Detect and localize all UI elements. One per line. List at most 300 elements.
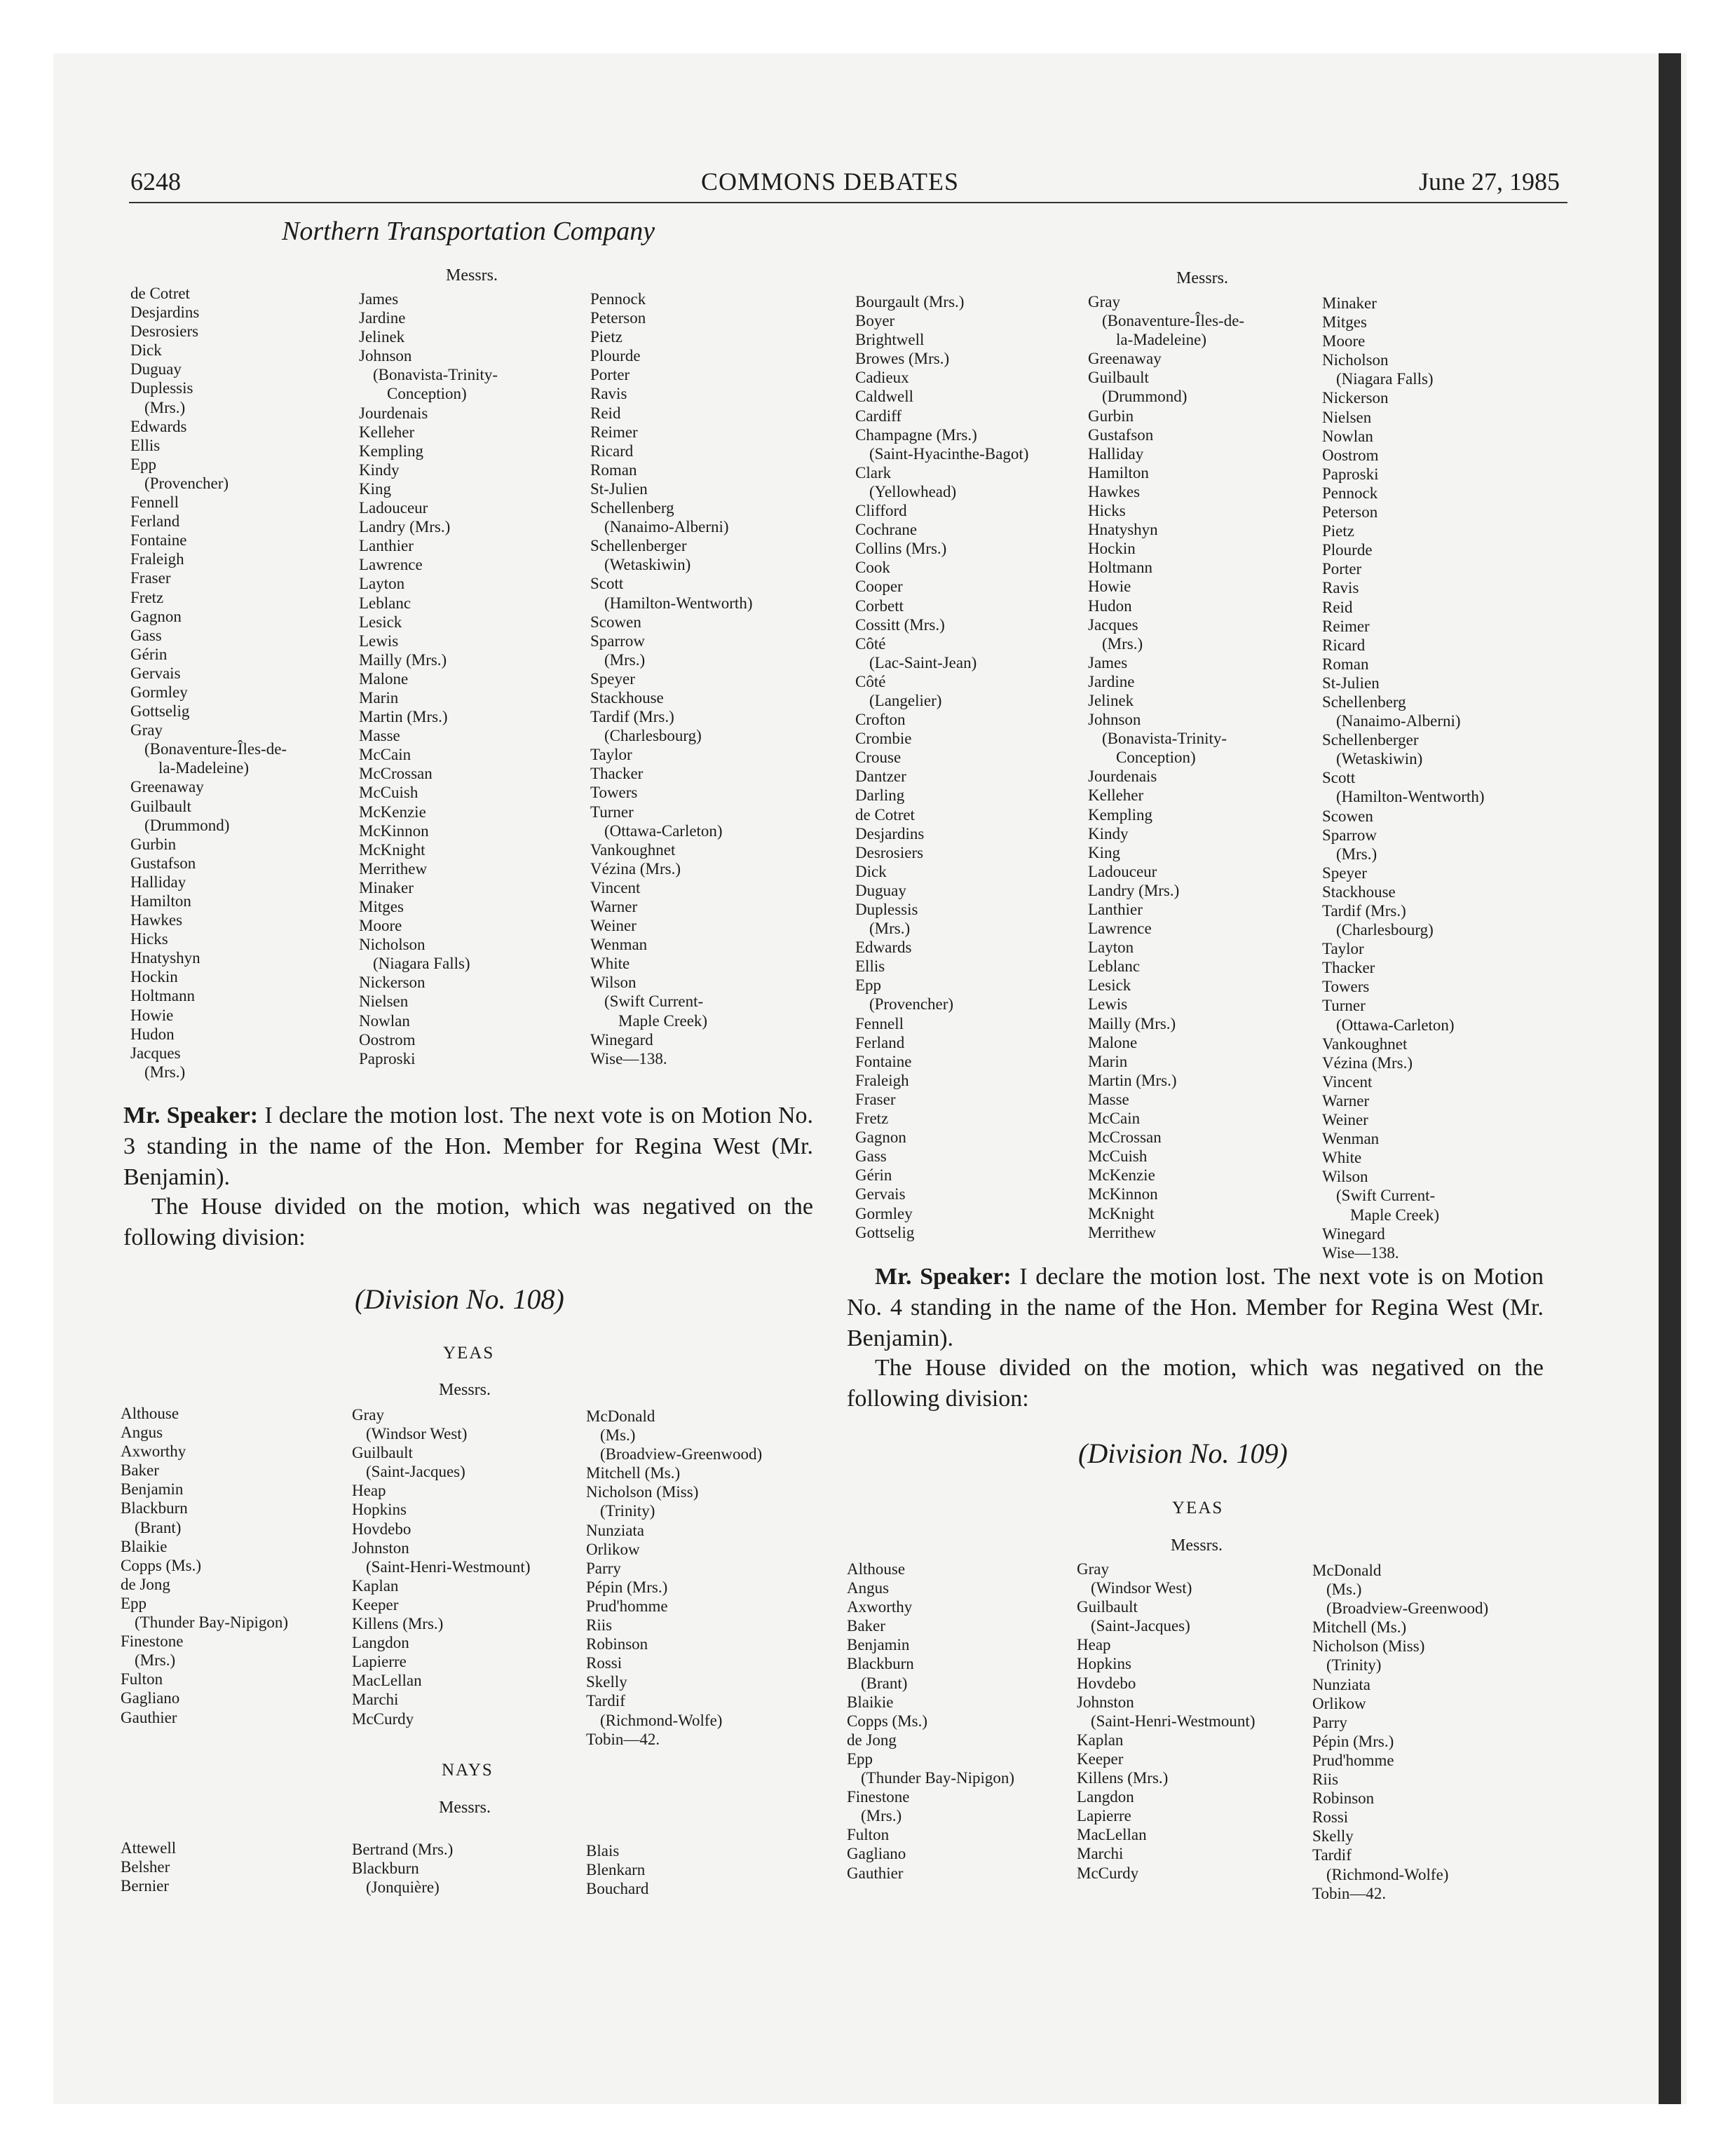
member-name: Althouse: [121, 1405, 179, 1422]
member-name: Paproski: [359, 1049, 416, 1067]
member-name: Marin: [1088, 1052, 1128, 1070]
member-name: Hockin: [130, 968, 178, 986]
member-name: Nowlan: [1322, 427, 1373, 445]
member-name: Gustafson: [1088, 425, 1154, 444]
member-name: Ravis: [590, 385, 627, 403]
member-name: (Saint-Henri-Westmount): [366, 1557, 531, 1576]
member-name: Copps (Ms.): [121, 1556, 202, 1574]
member-name: Vézina (Mrs.): [590, 859, 681, 878]
member-name: (Bonavista-Trinity-: [1102, 730, 1227, 748]
member-name: Kempling: [1088, 805, 1152, 824]
member-name: Desrosiers: [855, 843, 924, 861]
member-name: Scowen: [590, 613, 641, 631]
member-name: Conception): [387, 385, 467, 403]
member-name: Collins (Mrs.): [855, 540, 947, 558]
member-name: Kelleher: [1088, 786, 1144, 805]
member-name: Jourdenais: [359, 404, 428, 422]
member-name: (Saint-Jacques): [366, 1463, 465, 1481]
member-name: Bouchard: [586, 1880, 649, 1898]
member-name: Angus: [121, 1424, 163, 1442]
member-name: Masse: [359, 727, 400, 745]
member-name: McCrossan: [359, 765, 433, 783]
member-name: Schellenberg: [590, 499, 674, 517]
member-name: (Charlesbourg): [1336, 921, 1434, 939]
name-list: [352, 1405, 530, 1728]
member-name: Blaikie: [847, 1693, 894, 1711]
member-name: MacLellan: [1077, 1826, 1147, 1844]
member-name: James: [359, 290, 399, 308]
member-name: Schellenberger: [1322, 731, 1419, 749]
member-name: McCurdy: [352, 1710, 414, 1728]
member-name: Landry (Mrs.): [359, 518, 451, 536]
member-name: Nowlan: [359, 1011, 410, 1030]
member-name: Malone: [1088, 1033, 1138, 1051]
member-name: Speyer: [590, 669, 635, 688]
member-name: Hockin: [1088, 540, 1136, 558]
member-name: Nicholson (Miss): [1312, 1637, 1425, 1656]
member-name: Johnston: [352, 1538, 409, 1557]
member-name: Epp: [121, 1594, 147, 1612]
member-name: (Broadview-Greenwood): [1326, 1599, 1489, 1618]
member-name: Browes (Mrs.): [855, 350, 950, 368]
member-name: (Mrs.): [144, 1063, 186, 1081]
member-name: Pietz: [1322, 522, 1354, 540]
member-name: Ellis: [855, 957, 885, 976]
member-name: Mitchell (Ms.): [1312, 1618, 1407, 1637]
member-name: Gray: [352, 1406, 384, 1424]
member-name: Robinson: [586, 1635, 648, 1653]
name-list: [352, 1840, 453, 1897]
member-name: de Cotret: [130, 285, 190, 302]
member-name: (Trinity): [600, 1502, 655, 1520]
member-name: Fraser: [130, 569, 171, 587]
member-name: Bourgault (Mrs.): [855, 293, 965, 311]
member-name: Martin (Mrs.): [1088, 1071, 1177, 1089]
member-name: Ricard: [590, 442, 634, 460]
member-name: Stackhouse: [590, 688, 664, 707]
member-name: Heap: [352, 1482, 386, 1500]
member-name: Winegard: [590, 1030, 653, 1049]
member-name: Roman: [1322, 655, 1369, 673]
member-name: King: [359, 479, 391, 498]
member-name: Fontaine: [130, 531, 187, 550]
member-name: Jelinek: [359, 328, 405, 346]
member-name: Jardine: [1088, 672, 1135, 690]
member-name: Edwards: [130, 417, 187, 435]
member-name: Gervais: [855, 1185, 906, 1203]
member-name: King: [1088, 843, 1120, 861]
member-name: Nicholson (Miss): [586, 1483, 699, 1501]
member-name: Ferland: [130, 512, 180, 531]
member-name: Brightwell: [855, 331, 925, 349]
member-name: Wilson: [1322, 1168, 1368, 1186]
member-name: Dick: [130, 341, 162, 360]
member-name: (Bonaventure-Îles-de-: [1102, 312, 1245, 330]
member-name: (Mrs.): [135, 1651, 176, 1670]
member-name: Lewis: [359, 632, 399, 650]
speaker-paragraph: [123, 1100, 813, 1193]
member-name: Gagnon: [130, 607, 182, 625]
member-name: Scowen: [1322, 807, 1373, 825]
member-name: Rossi: [586, 1654, 622, 1672]
member-name: Guilbault: [1088, 369, 1149, 387]
member-name: Desjardins: [130, 303, 200, 322]
member-name: Holtmann: [130, 987, 195, 1005]
member-name: Kempling: [359, 442, 423, 460]
member-name: Kelleher: [359, 423, 415, 441]
member-name: Dick: [855, 862, 887, 880]
member-name: (Bonaventure-Îles-de-: [144, 740, 287, 758]
member-name: Nunziata: [586, 1521, 645, 1539]
member-name: Dantzer: [855, 767, 906, 786]
member-name: Mitchell (Ms.): [586, 1464, 681, 1482]
member-name: Hicks: [130, 930, 168, 948]
messrs-label: Messrs.: [439, 1799, 491, 1817]
member-name: Keeper: [352, 1595, 399, 1613]
member-name: Tardif (Mrs.): [1322, 902, 1406, 920]
member-name: Lapierre: [1077, 1807, 1131, 1825]
member-name: Scott: [1322, 769, 1356, 787]
member-name: Nicholson: [1322, 351, 1389, 369]
member-name: (Ms.): [600, 1426, 636, 1445]
section-heading: Northern Transportation Company: [282, 217, 655, 246]
member-name: Epp: [130, 455, 157, 473]
member-name: Blackburn: [847, 1655, 914, 1673]
member-name: Vincent: [1322, 1072, 1373, 1091]
member-name: Tardif: [586, 1692, 625, 1710]
member-name: Gottselig: [130, 702, 190, 721]
member-name: Tardif: [1312, 1846, 1352, 1864]
member-name: de Jong: [121, 1575, 170, 1593]
member-name: McKnight: [1088, 1204, 1155, 1222]
member-name: Copps (Ms.): [847, 1712, 928, 1730]
member-name: Weiner: [590, 917, 637, 935]
member-name: Lapierre: [352, 1653, 407, 1671]
member-name: Marchi: [1077, 1845, 1124, 1863]
yeas-label: YEAS: [443, 1344, 495, 1363]
member-name: Jacques: [1088, 615, 1138, 634]
member-name: Benjamin: [121, 1480, 184, 1499]
member-name: (Mrs.): [1102, 634, 1143, 653]
member-name: Tobin—42.: [586, 1730, 660, 1748]
member-name: Holtmann: [1088, 559, 1152, 577]
member-name: Nunziata: [1312, 1675, 1371, 1693]
member-name: Ricard: [1322, 636, 1366, 654]
member-name: MacLellan: [352, 1672, 422, 1690]
member-name: Masse: [1088, 1090, 1129, 1108]
member-name: Lewis: [1088, 995, 1128, 1014]
member-name: Gray: [1077, 1560, 1109, 1578]
member-name: Moore: [359, 917, 402, 935]
member-name: Greenaway: [1088, 350, 1162, 368]
member-name: Landry (Mrs.): [1088, 881, 1180, 899]
member-name: Johnson: [359, 347, 412, 365]
name-list: [1322, 294, 1484, 1262]
messrs-label: Messrs.: [1171, 1536, 1223, 1555]
member-name: Corbett: [855, 596, 904, 615]
member-name: (Yellowhead): [869, 482, 957, 500]
member-name: Côté: [855, 672, 886, 690]
member-name: Hnatyshyn: [130, 949, 200, 967]
member-name: Jardine: [359, 309, 406, 327]
member-name: Ellis: [130, 436, 161, 454]
house-divided-text: The House divided on the motion, which was negatived on the following division:: [123, 1194, 813, 1250]
member-name: Oostrom: [359, 1030, 416, 1049]
speaker-paragraph: [847, 1262, 1544, 1354]
name-list: [847, 1560, 1014, 1883]
member-name: Merrithew: [359, 859, 428, 878]
member-name: Lanthier: [359, 537, 414, 555]
member-name: Riis: [586, 1616, 613, 1635]
yeas-label: YEAS: [1172, 1499, 1224, 1517]
member-name: (Hamilton-Wentworth): [604, 594, 753, 612]
member-name: Gustafson: [130, 854, 196, 872]
member-name: Paproski: [1322, 465, 1379, 483]
member-name: (Mrs.): [604, 650, 646, 669]
member-name: Gormley: [130, 683, 188, 701]
member-name: Gormley: [855, 1204, 913, 1222]
member-name: McKenzie: [1088, 1166, 1155, 1185]
member-name: Prud'homme: [586, 1597, 668, 1615]
member-name: Sparrow: [590, 632, 645, 650]
member-name: Benjamin: [847, 1636, 910, 1654]
member-name: (Nanaimo-Alberni): [604, 518, 729, 536]
member-name: Bertrand (Mrs.): [352, 1841, 454, 1858]
member-name: McKenzie: [359, 803, 426, 821]
member-name: Leblanc: [359, 594, 411, 612]
member-name: de Jong: [847, 1731, 897, 1749]
member-name: (Ottawa-Carleton): [1336, 1016, 1455, 1034]
member-name: Pépin (Mrs.): [586, 1578, 668, 1596]
member-name: Reimer: [1322, 617, 1370, 635]
member-name: (Richmond-Wolfe): [600, 1711, 723, 1729]
member-name: Duplessis: [130, 379, 193, 397]
member-name: Gurbin: [130, 835, 177, 853]
member-name: (Drummond): [1102, 388, 1188, 406]
publication-title: COMMONS DEBATES: [701, 168, 960, 196]
member-name: Thacker: [590, 765, 644, 783]
member-name: Robinson: [1312, 1789, 1375, 1808]
name-list: [121, 1404, 288, 1727]
member-name: St-Julien: [1322, 674, 1380, 692]
member-name: Duplessis: [855, 901, 918, 918]
member-name: Hawkes: [1088, 482, 1141, 500]
member-name: Hovdebo: [1077, 1674, 1136, 1692]
member-name: Clifford: [855, 502, 907, 520]
member-name: Fennell: [855, 1014, 904, 1032]
page-number: 6248: [130, 168, 181, 196]
member-name: (Brant): [135, 1518, 182, 1536]
member-name: Langdon: [1077, 1788, 1134, 1806]
member-name: Fontaine: [855, 1052, 912, 1070]
member-name: Conception): [1116, 749, 1196, 767]
member-name: Gauthier: [121, 1708, 177, 1726]
member-name: Schellenberg: [1322, 692, 1406, 711]
member-name: Taylor: [1322, 940, 1364, 958]
member-name: (Richmond-Wolfe): [1326, 1865, 1449, 1883]
member-name: McDonald: [586, 1407, 655, 1425]
member-name: Hovdebo: [352, 1520, 411, 1538]
speaker-label: Mr. Speaker:: [123, 1103, 259, 1128]
member-name: Minaker: [1322, 294, 1377, 312]
member-name: Attewell: [121, 1839, 177, 1857]
member-name: Tardif (Mrs.): [590, 708, 674, 726]
member-name: (Wetaskiwin): [604, 556, 691, 574]
name-list: [590, 289, 752, 1068]
member-name: Fulton: [121, 1670, 163, 1688]
member-name: (Drummond): [144, 816, 230, 834]
member-name: Johnston: [1077, 1693, 1134, 1711]
member-name: (Ottawa-Carleton): [604, 821, 723, 840]
member-name: (Mrs.): [1336, 845, 1377, 863]
member-name: Mitges: [1322, 313, 1367, 332]
member-name: Caldwell: [855, 388, 914, 406]
member-name: (Wetaskiwin): [1336, 750, 1423, 768]
name-list: [121, 1838, 176, 1895]
member-name: Blais: [586, 1842, 620, 1860]
member-name: Belsher: [121, 1858, 170, 1876]
member-name: Weiner: [1322, 1111, 1368, 1129]
member-name: Pépin (Mrs.): [1312, 1732, 1394, 1750]
member-name: Althouse: [847, 1560, 906, 1578]
name-list: [586, 1841, 648, 1898]
member-name: (Ms.): [1326, 1581, 1362, 1599]
member-name: la-Madeleine): [1116, 331, 1206, 349]
member-name: Pietz: [590, 328, 622, 346]
member-name: Killens (Mrs.): [352, 1615, 444, 1633]
member-name: Merrithew: [1088, 1223, 1157, 1241]
member-name: Finestone: [847, 1788, 910, 1806]
member-name: Rossi: [1312, 1808, 1349, 1827]
name-list: [1312, 1561, 1488, 1903]
member-name: Killens (Mrs.): [1077, 1769, 1169, 1787]
member-name: Nielsen: [1322, 408, 1372, 426]
member-name: Gauthier: [847, 1864, 904, 1882]
member-name: Schellenberger: [590, 537, 687, 555]
member-name: Warner: [590, 898, 638, 915]
member-name: Nickerson: [359, 974, 426, 992]
member-name: Maple Creek): [618, 1011, 708, 1030]
member-name: Côté: [855, 634, 886, 653]
member-name: Towers: [590, 784, 638, 802]
member-name: Tobin—42.: [1312, 1884, 1387, 1902]
member-name: Jelinek: [1088, 691, 1134, 709]
member-name: (Thunder Bay-Nipigon): [861, 1769, 1015, 1787]
member-name: Crofton: [855, 711, 906, 729]
member-name: (Niagara Falls): [373, 955, 470, 973]
member-name: (Windsor West): [1091, 1579, 1192, 1597]
member-name: Epp: [855, 976, 882, 995]
member-name: Moore: [1322, 332, 1366, 350]
name-list: [359, 289, 498, 1068]
messrs-label: Messrs.: [446, 266, 498, 285]
member-name: White: [1322, 1149, 1362, 1167]
member-name: (Langelier): [869, 691, 942, 709]
member-name: Lawrence: [359, 556, 423, 574]
member-name: Hnatyshyn: [1088, 521, 1158, 539]
member-name: Stackhouse: [1322, 882, 1396, 901]
speaker-statement: I declare the motion lost. The next vote is on Motion No. 3 standing in the name of the Hon. Member for Regina West (Mr. Benjamin).: [123, 1103, 814, 1190]
member-name: McKinnon: [1088, 1185, 1158, 1203]
member-name: Skelly: [1312, 1827, 1354, 1845]
member-name: Thacker: [1322, 959, 1375, 977]
member-name: Gray: [1088, 293, 1120, 311]
member-name: Gagliano: [847, 1845, 906, 1863]
member-name: (Bonavista-Trinity-: [373, 366, 498, 384]
name-list: [1077, 1560, 1255, 1883]
member-name: Lesick: [1088, 976, 1131, 995]
member-name: Kindy: [1088, 824, 1129, 842]
member-name: Wenman: [590, 936, 648, 954]
member-name: Guilbault: [1077, 1598, 1138, 1616]
scan-edge: [1659, 53, 1681, 2104]
member-name: Peterson: [1322, 503, 1378, 521]
messrs-label: Messrs.: [1176, 269, 1229, 287]
member-name: (Provencher): [144, 474, 229, 492]
member-name: Minaker: [359, 878, 414, 896]
member-name: Baker: [847, 1617, 885, 1635]
member-name: Fennell: [130, 493, 179, 512]
name-list: [586, 1407, 762, 1749]
member-name: Johnson: [1088, 711, 1141, 729]
member-name: Mailly (Mrs.): [1088, 1014, 1176, 1032]
member-name: Pennock: [1322, 484, 1378, 502]
member-name: Hudon: [130, 1025, 175, 1043]
member-name: Turner: [1322, 997, 1366, 1015]
member-name: Howie: [130, 1006, 174, 1024]
member-name: Sparrow: [1322, 826, 1377, 844]
member-name: Hawkes: [130, 911, 183, 929]
member-name: Angus: [847, 1579, 890, 1597]
member-name: Baker: [121, 1461, 159, 1480]
member-name: Halliday: [130, 873, 186, 891]
member-name: (Swift Current-: [1336, 1187, 1436, 1205]
member-name: Nickerson: [1322, 389, 1389, 407]
name-list: [855, 292, 1028, 1242]
member-name: Fretz: [855, 1110, 889, 1128]
member-name: Reimer: [590, 423, 638, 441]
member-name: Warner: [1322, 1091, 1370, 1110]
member-name: Darling: [855, 786, 905, 805]
member-name: Roman: [590, 460, 637, 479]
member-name: Layton: [359, 575, 405, 593]
member-name: Jourdenais: [1088, 767, 1157, 786]
member-name: Gervais: [130, 664, 181, 682]
member-name: la-Madeleine): [158, 759, 249, 777]
member-name: Prud'homme: [1312, 1751, 1394, 1769]
member-name: McCain: [1088, 1110, 1141, 1128]
member-name: (Broadview-Greenwood): [600, 1445, 763, 1464]
messrs-label: Messrs.: [439, 1381, 491, 1399]
member-name: Leblanc: [1088, 957, 1141, 976]
member-name: Oostrom: [1322, 446, 1379, 464]
publication-date: June 27, 1985: [1419, 168, 1560, 196]
name-list: [130, 284, 287, 1082]
member-name: Marchi: [352, 1691, 399, 1709]
member-name: McCuish: [359, 784, 419, 802]
member-name: McDonald: [1312, 1562, 1382, 1579]
member-name: Kaplan: [1077, 1731, 1124, 1749]
speaker-statement: I declare the motion lost. The next vote is on Motion No. 4 standing in the name of the Hon. Member for Regina West (Mr. Benjamin).: [847, 1264, 1544, 1351]
member-name: Gagnon: [855, 1128, 906, 1147]
member-name: Orlikow: [1312, 1694, 1366, 1712]
member-name: Wise—138.: [590, 1049, 667, 1067]
member-name: (Hamilton-Wentworth): [1336, 788, 1485, 806]
member-name: Fraleigh: [130, 550, 184, 568]
member-name: Wenman: [1322, 1130, 1380, 1148]
name-list: [1088, 292, 1244, 1242]
member-name: Orlikow: [586, 1540, 640, 1558]
